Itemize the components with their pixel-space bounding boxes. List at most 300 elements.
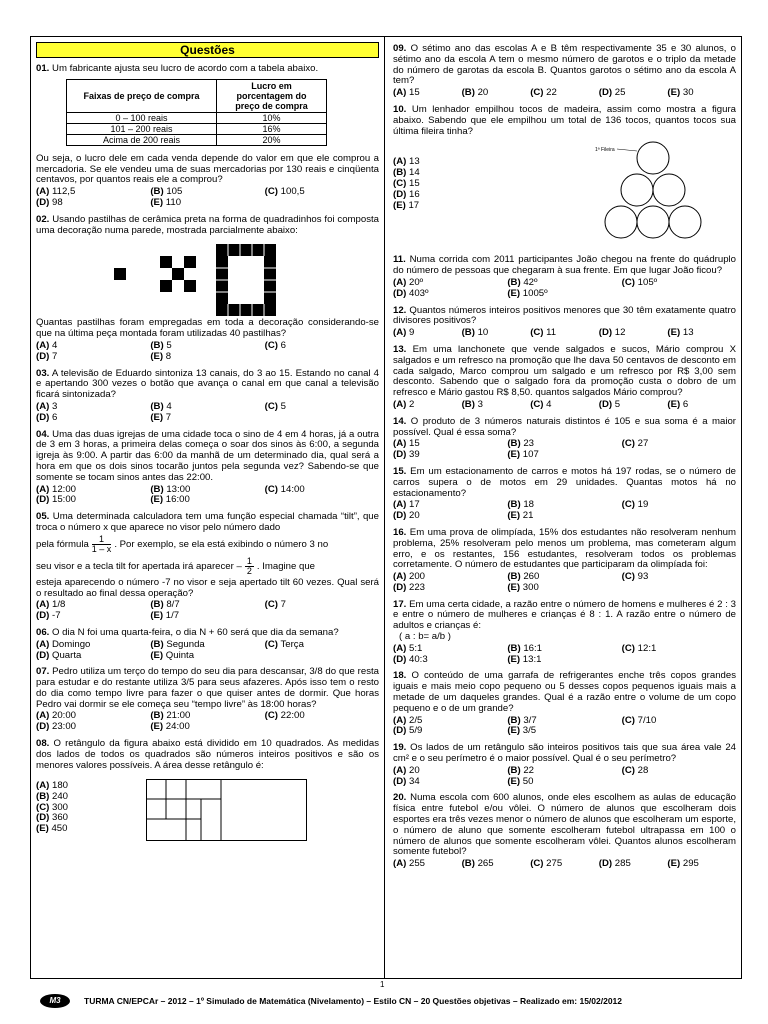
options [393, 88, 736, 99]
option-value: 1005º [520, 287, 548, 299]
fraction-numerator: 1 [246, 555, 252, 566]
option-value: 4 [49, 339, 58, 351]
option-letter: (C) [621, 764, 635, 776]
table-cell: 10% [217, 112, 327, 123]
options [393, 143, 593, 249]
option-letter: (B) [507, 764, 521, 776]
option-letter: (E) [507, 653, 521, 665]
option-letter: (C) [530, 858, 544, 870]
option-value: 1/7 [163, 610, 180, 622]
option-item [36, 611, 150, 622]
option-value: 25 [612, 87, 626, 99]
option-letter: (C) [530, 87, 544, 99]
option-letter: (B) [150, 483, 164, 495]
question-text: O dia N foi uma quarta-feira, o dia N + 60 será que dia da semana? [52, 626, 339, 638]
question-text: Uma das duas igrejas de uma cidade toca o sino de 4 em 4 horas, já a outra de 3 em 3 horas, a primeira delas começa o soar dos sinos às 6:00, a segunda igreja às 9:00. A partir das 6:00 da manhã de um determinado dia, qual será a hora em que os dois sinos tocarão juntos pela segunda vez? Sabendo-se que somente se tocam sinos antes das 22:00. [36, 428, 379, 483]
option-item [393, 777, 507, 788]
option-value: 7 [277, 599, 286, 611]
option-value: 22 [520, 764, 534, 776]
option-letter: (D) [393, 188, 407, 200]
question-text: . Por exemplo, se ela está exibindo o número 3 no [114, 538, 329, 550]
fraction-numerator: 1 [92, 535, 112, 545]
option-value: 110 [163, 196, 182, 208]
option-letter: (B) [150, 599, 164, 611]
option-item [393, 450, 507, 461]
section-banner: Questões [36, 42, 379, 58]
option-value: 13:00 [163, 483, 191, 495]
log-stack-figure [593, 141, 733, 249]
option-item [36, 722, 150, 733]
option-letter: (B) [461, 87, 475, 99]
question-text: seu visor e a tecla tilt for apertada irá aparecer [36, 560, 234, 572]
question-text: O sétimo ano das escolas A e B têm respectivamente 35 e 30 alunos, o sétimo ano da escola A tem o mesmo número de garotos e o triplo da metade do número de garotas da escola B. Quantos garotos o sétimo ano da escola A tem? [393, 43, 736, 87]
question-number: 19. [393, 742, 407, 754]
option-letter: (E) [36, 822, 49, 834]
option-item [150, 413, 264, 424]
formula-line [36, 534, 379, 556]
option-item [265, 485, 379, 496]
option-letter: (B) [461, 858, 475, 870]
option-item [530, 859, 599, 870]
question-10 [393, 105, 736, 249]
question-text: Em um estacionamento de carros e motos há 197 rodas, se o número de carros supera o de motos em 29 unidades. Quantas motos há no estacionamento? [393, 465, 736, 499]
page-number: 1 [380, 980, 385, 989]
tile-decoration-figure [36, 236, 379, 318]
option-item [265, 711, 379, 722]
option-value: 21 [520, 510, 534, 522]
option-letter: (E) [507, 449, 521, 461]
option-item [265, 187, 379, 198]
option-value: 5/9 [406, 725, 423, 737]
option-value: 200 [406, 571, 426, 583]
question-07 [36, 667, 379, 733]
option-letter: (E) [393, 199, 406, 211]
option-value: 12:00 [49, 483, 77, 495]
option-value: 39 [406, 449, 420, 461]
question-text: Numa escola com 600 alunos, onde eles escolhem as aulas de educação física entre futebol e/ou vôlei. O número de alunos que escolheram dois esportes era três vezes menor o número de alunos que escolheram um esporte, o número de aluno que somente escolheram futebol ultrapassa em 100 o número de alunos que somente escolheram vôlei. Quantos alunos escolheram somente futebol? [393, 792, 736, 858]
option-letter: (A) [36, 186, 50, 198]
option-letter: (C) [621, 438, 635, 450]
question-04 [36, 430, 379, 507]
question-05 [36, 512, 379, 622]
option-item [36, 413, 150, 424]
option-letter: (D) [36, 350, 50, 362]
question-text: A televisão de Eduardo sintoniza 13 canais, do 3 ao 15. Estando no canal 4 e apertando 300 vezes o botão que avança o canal em que canal a televisão ficará sintonizada? [36, 367, 380, 401]
option-item [150, 495, 264, 506]
option-item [599, 88, 668, 99]
option-value: 19 [634, 499, 649, 511]
option-value: 285 [612, 858, 631, 870]
option-value: 3 [474, 398, 483, 410]
option-value: 360 [49, 812, 69, 824]
rectangle-squares-figure [146, 779, 308, 841]
option-value: 30 [680, 87, 694, 99]
question-text: Quantas pastilhas foram empregadas em toda a decoração considerando-se que na última peça montada foram utilizadas 40 pastilhas? [36, 317, 379, 340]
option-value: 50 [520, 775, 534, 787]
option-item [622, 716, 736, 727]
question-19 [393, 743, 736, 787]
question-text: Um fabricante ajusta seu lucro de acordo com a tabela abaixo. [52, 63, 319, 74]
option-value: 6 [680, 398, 689, 410]
fraction-denominator: 1 – x [91, 543, 112, 554]
option-letter: (B) [150, 638, 164, 650]
option-letter: (B) [150, 710, 164, 722]
option-letter: (B) [507, 642, 521, 654]
option-value: 5 [277, 400, 286, 412]
option-letter: (D) [36, 196, 50, 208]
option-letter: (B) [461, 327, 475, 339]
option-item [667, 400, 736, 411]
option-item [393, 859, 462, 870]
question-text: O produto de 3 números naturais distintos é 105 e sua soma é a maior possível. Qual é essa soma? [393, 415, 736, 438]
options [36, 640, 379, 662]
option-letter: (A) [393, 642, 407, 654]
option-letter: (D) [393, 775, 407, 787]
question-number: 15. [393, 465, 407, 477]
option-value: 14 [406, 167, 420, 179]
option-letter: (C) [621, 499, 635, 511]
option-value: 450 [48, 822, 68, 834]
option-value: 1/8 [49, 599, 66, 611]
question-12 [393, 306, 736, 339]
option-letter: (C) [264, 483, 278, 495]
option-item [667, 328, 736, 339]
option-value: 28 [634, 764, 649, 776]
option-letter: (E) [150, 494, 164, 506]
option-letter: (E) [150, 649, 164, 661]
m3-logo: M3 [40, 994, 70, 1008]
question-text: Uma determinada calculadora tem uma função especial chamada “tilt”, que troca o número x que aparece no visor pelo número dado [36, 511, 379, 533]
question-number: 02. [36, 213, 50, 225]
option-letter: (E) [667, 327, 681, 339]
option-letter: (C) [264, 339, 278, 351]
option-item [393, 583, 507, 594]
option-value: 223 [406, 581, 426, 593]
left-column [36, 42, 379, 847]
option-item [667, 88, 736, 99]
option-letter: (A) [393, 327, 407, 339]
question-09 [393, 44, 736, 99]
option-item [507, 289, 621, 300]
option-value: 7/10 [634, 714, 657, 726]
option-letter: (D) [393, 287, 407, 299]
option-letter: (E) [150, 411, 164, 423]
option-value: 15 [406, 438, 420, 450]
option-item [393, 726, 507, 737]
option-letter: (E) [507, 775, 521, 787]
question-08 [36, 739, 379, 841]
option-letter: (C) [36, 801, 50, 813]
option-value: 2/5 [406, 714, 423, 726]
option-letter: (C) [530, 398, 544, 410]
options [36, 600, 379, 622]
option-value: 40:3 [406, 653, 428, 665]
question-number: 16. [393, 526, 407, 538]
option-letter: (E) [507, 510, 521, 522]
question-14 [393, 417, 736, 461]
option-value: 7 [49, 350, 58, 362]
option-letter: (D) [598, 87, 613, 99]
option-item [36, 651, 150, 662]
option-letter: (D) [393, 449, 407, 461]
question-number: 05. [36, 511, 50, 523]
option-letter: (D) [393, 653, 407, 665]
option-value: 20º [406, 276, 424, 288]
question-text: Em uma certa cidade, a razão entre o número de homens e mulheres é 2 : 3 e entre o número de mulheres e crianças é 8 : 1. A razão entre o número de adultos e crianças é: [393, 598, 736, 632]
option-value: 240 [49, 791, 69, 803]
option-value: 265 [474, 858, 494, 870]
option-letter: (E) [667, 398, 681, 410]
option-value: 22 [543, 87, 557, 99]
option-letter: (A) [36, 400, 50, 412]
option-letter: (A) [393, 438, 407, 450]
option-letter: (C) [264, 710, 278, 722]
options [393, 400, 736, 411]
question-number: 17. [393, 598, 407, 610]
option-value: 10 [474, 327, 489, 339]
option-value: 15:00 [49, 494, 77, 506]
option-letter: (B) [507, 571, 521, 583]
option-value: 300 [49, 801, 69, 813]
question-number: 01. [36, 63, 50, 74]
option-letter: (E) [507, 725, 521, 737]
options [36, 402, 379, 424]
question-number: 06. [36, 626, 50, 638]
question-number: 13. [393, 343, 407, 355]
option-value: 4 [163, 400, 172, 412]
option-item [622, 572, 736, 583]
option-item [265, 600, 379, 611]
option-value: 27 [634, 438, 649, 450]
option-value: 105º [634, 276, 658, 288]
option-value: 260 [520, 571, 540, 583]
option-letter: (B) [36, 791, 50, 803]
option-value: 17 [405, 199, 420, 211]
q08-layout [36, 779, 379, 841]
question-number: 14. [393, 415, 407, 427]
option-value: 16:1 [520, 642, 542, 654]
option-letter: (C) [264, 400, 278, 412]
option-item [265, 402, 379, 413]
table-header: Lucro em porcentagem do preço de compra [217, 79, 327, 112]
option-letter: (A) [393, 276, 407, 288]
option-letter: (D) [598, 858, 613, 870]
option-letter: (D) [36, 411, 50, 423]
option-letter: (A) [393, 858, 407, 870]
option-item [36, 495, 150, 506]
question-16 [393, 528, 736, 594]
question-text: Em uma prova de olimpíada, 15% dos estudantes não resolveram nenhum problema, 25% resolveram pelo menos um problema, mas cometeram algum erro, e os restantes, 156 estudantes, resolveram todos os problemas corretamente. O número de estudantes que participaram da olimpíada foi: [393, 526, 736, 571]
question-number: 09. [393, 43, 407, 54]
option-letter: (E) [667, 858, 681, 870]
question-number: 11. [393, 254, 406, 266]
table-cell: 20% [217, 134, 327, 145]
option-letter: (B) [150, 186, 164, 198]
question-02 [36, 215, 379, 363]
option-letter: (D) [36, 494, 50, 506]
option-item [667, 859, 736, 870]
options [393, 644, 736, 666]
option-item [507, 777, 621, 788]
option-item [393, 201, 593, 212]
option-item [150, 352, 264, 363]
option-item [622, 278, 736, 289]
option-letter: (C) [621, 276, 635, 288]
question-text: ( a : b= a/b ) [399, 631, 451, 643]
options [393, 328, 736, 339]
option-letter: (D) [393, 510, 407, 522]
option-letter: (A) [36, 638, 50, 650]
question-17 [393, 600, 736, 666]
question-text: . Imagine que [256, 560, 316, 572]
question-text: Numa corrida com 2011 participantes João chegou na frente do quádruplo do número de pessoas que chegaram à sua frente. Em que lugar João ficou? [393, 254, 736, 277]
question-text: Os lados de um retângulo são inteiros positivos tais que sua área vale 24 cm² e o seu perímetro é o maior possível. Qual é o seu perímetro? [393, 742, 736, 765]
option-item [393, 157, 593, 168]
question-number: 04. [36, 428, 50, 440]
option-value: Quinta [163, 649, 195, 661]
option-letter: (D) [598, 327, 613, 339]
option-item [622, 766, 736, 777]
question-15 [393, 467, 736, 522]
options [393, 859, 736, 870]
option-letter: (E) [667, 87, 681, 99]
option-value: Quarta [49, 649, 82, 661]
option-item [393, 190, 593, 201]
right-column [393, 44, 736, 876]
question-text: O retângulo da figura abaixo está dividido em 10 quadrados. As medidas dos lados de todos os quadrados são números inteiros positivos e são os menores valores possíveis. A área desse retângulo é: [36, 738, 379, 771]
option-letter: (C) [621, 714, 635, 726]
option-letter: (E) [150, 610, 164, 622]
question-text: esteja aparecendo o número -7 no visor e seja apertado tilt 60 vezes. Qual será o resultado ao final dessa operação? [36, 576, 379, 599]
option-value: 8/7 [163, 599, 180, 611]
option-item [599, 859, 668, 870]
option-value: 6 [277, 339, 286, 351]
option-value: 4 [543, 398, 552, 410]
question-number: 03. [36, 367, 50, 379]
option-item [150, 198, 264, 209]
option-letter: (A) [393, 764, 407, 776]
option-letter: (E) [150, 350, 164, 362]
option-letter: (C) [530, 327, 544, 339]
option-item [622, 500, 736, 511]
option-value: 17 [406, 499, 420, 511]
table-header: Faixas de preço de compra [67, 79, 217, 112]
question-number: 12. [393, 304, 407, 316]
option-value: 16 [406, 188, 420, 200]
option-letter: (A) [36, 599, 50, 611]
option-value: 20 [474, 87, 489, 99]
option-value: 295 [680, 858, 699, 870]
option-value: 7 [163, 411, 172, 423]
option-letter: (A) [393, 714, 407, 726]
question-text: pela fórmula [36, 538, 89, 550]
option-value: 20:00 [49, 710, 77, 722]
price-table [66, 79, 327, 146]
option-letter: (D) [393, 725, 407, 737]
options [36, 485, 379, 507]
option-letter: (A) [393, 398, 407, 410]
question-03 [36, 369, 379, 424]
option-letter: (B) [507, 438, 521, 450]
option-value: 15 [406, 87, 420, 99]
option-item [393, 400, 462, 411]
question-text: Um lenhador empilhou tocos de madeira, assim como mostra a figura abaixo. Sabendo que ele empilhou um total de 136 tocos, quantos tocos sua última fileira tinha? [393, 103, 736, 137]
option-value: 20 [406, 764, 420, 776]
question-text: Pedro utiliza um terço do tempo do seu dia para descansar, 3/8 do que resta para estudar e do restante utiliza 3/5 para seus afazeres. Após isso tem o resto do dia como tempo livre para fazer o que quiser antes de dormir. Que horas Pedro vai dormir se ele começa seu “tempo livre” às 18:00 horas? [36, 666, 379, 710]
option-letter: (B) [507, 714, 521, 726]
option-item [622, 644, 736, 655]
option-value: 107 [520, 449, 539, 461]
option-value: Terça [277, 638, 304, 650]
question-20 [393, 793, 736, 870]
option-item [393, 168, 593, 179]
option-value: 23 [520, 438, 534, 450]
option-item [393, 511, 507, 522]
option-value: 112,5 [49, 186, 76, 198]
option-item [265, 640, 379, 651]
option-item [393, 179, 593, 190]
option-item [393, 328, 462, 339]
question-number: 18. [393, 670, 407, 682]
fraction-sign: – [236, 560, 242, 572]
option-letter: (A) [36, 780, 50, 792]
table-cell: Acima de 200 reais [67, 134, 217, 145]
option-item [622, 439, 736, 450]
option-item [530, 328, 599, 339]
options [393, 278, 736, 300]
formula-line [36, 556, 379, 578]
option-letter: (A) [393, 571, 407, 583]
question-18 [393, 671, 736, 737]
option-value: 18 [520, 499, 534, 511]
option-value: 13 [406, 156, 420, 168]
column-divider [384, 36, 385, 979]
question-text: Ou seja, o lucro dele em cada venda depende do valor em que ele comprou a mercadoria. Se ele vendeu uma de suas mercadorias por 130 reais e cinqüenta centavos, por quantos reais ele a comprou? [36, 152, 379, 186]
option-letter: (D) [393, 581, 407, 593]
option-item [507, 450, 621, 461]
question-number: 10. [393, 103, 407, 115]
option-letter: (B) [150, 339, 164, 351]
option-item [265, 341, 379, 352]
question-number: 08. [36, 738, 50, 750]
option-letter: (C) [393, 177, 407, 189]
option-item [150, 611, 264, 622]
option-value: -7 [49, 610, 61, 622]
fraction [92, 535, 112, 554]
footer-text: TURMA CN/EPCAr – 2012 – 1º Simulado de Matemática (Nivelamento) – Estilo CN – 20 Questões objetivas – Realizado em: 15/02/2012 [84, 996, 623, 1006]
option-item [462, 400, 531, 411]
option-item [150, 722, 264, 733]
question-text: Quantos números inteiros positivos menores que 30 têm exatamente quatro divisores positivos? [393, 304, 736, 327]
question-text: Em uma lanchonete que vende salgados e sucos, Mário comprou X salgados e um refresco na promoção que lhe dava 50 centavos de desconto em cada salgado, Marco comprou um salgado e um refresco por R$ 3,00 sem desconto. Sabendo que o salgado fora da promoção custa o dobro de um refresco e Mário gastou R$ 8,50. quantos salgados Mário comprou? [393, 343, 736, 399]
option-value: 3 [49, 400, 58, 412]
table-cell: 101 – 200 reais [67, 123, 217, 134]
option-value: 5:1 [406, 642, 423, 654]
option-value: 98 [49, 196, 63, 208]
option-value: 15 [406, 177, 420, 189]
options [393, 572, 736, 594]
question-number: 20. [393, 792, 407, 804]
option-item [393, 88, 462, 99]
option-letter: (C) [264, 599, 278, 611]
option-letter: (E) [507, 287, 521, 299]
question-13 [393, 345, 736, 411]
option-item [393, 289, 507, 300]
option-value: 6 [49, 411, 58, 423]
option-item [393, 655, 507, 666]
question-06 [36, 628, 379, 661]
option-letter: (D) [598, 398, 613, 410]
